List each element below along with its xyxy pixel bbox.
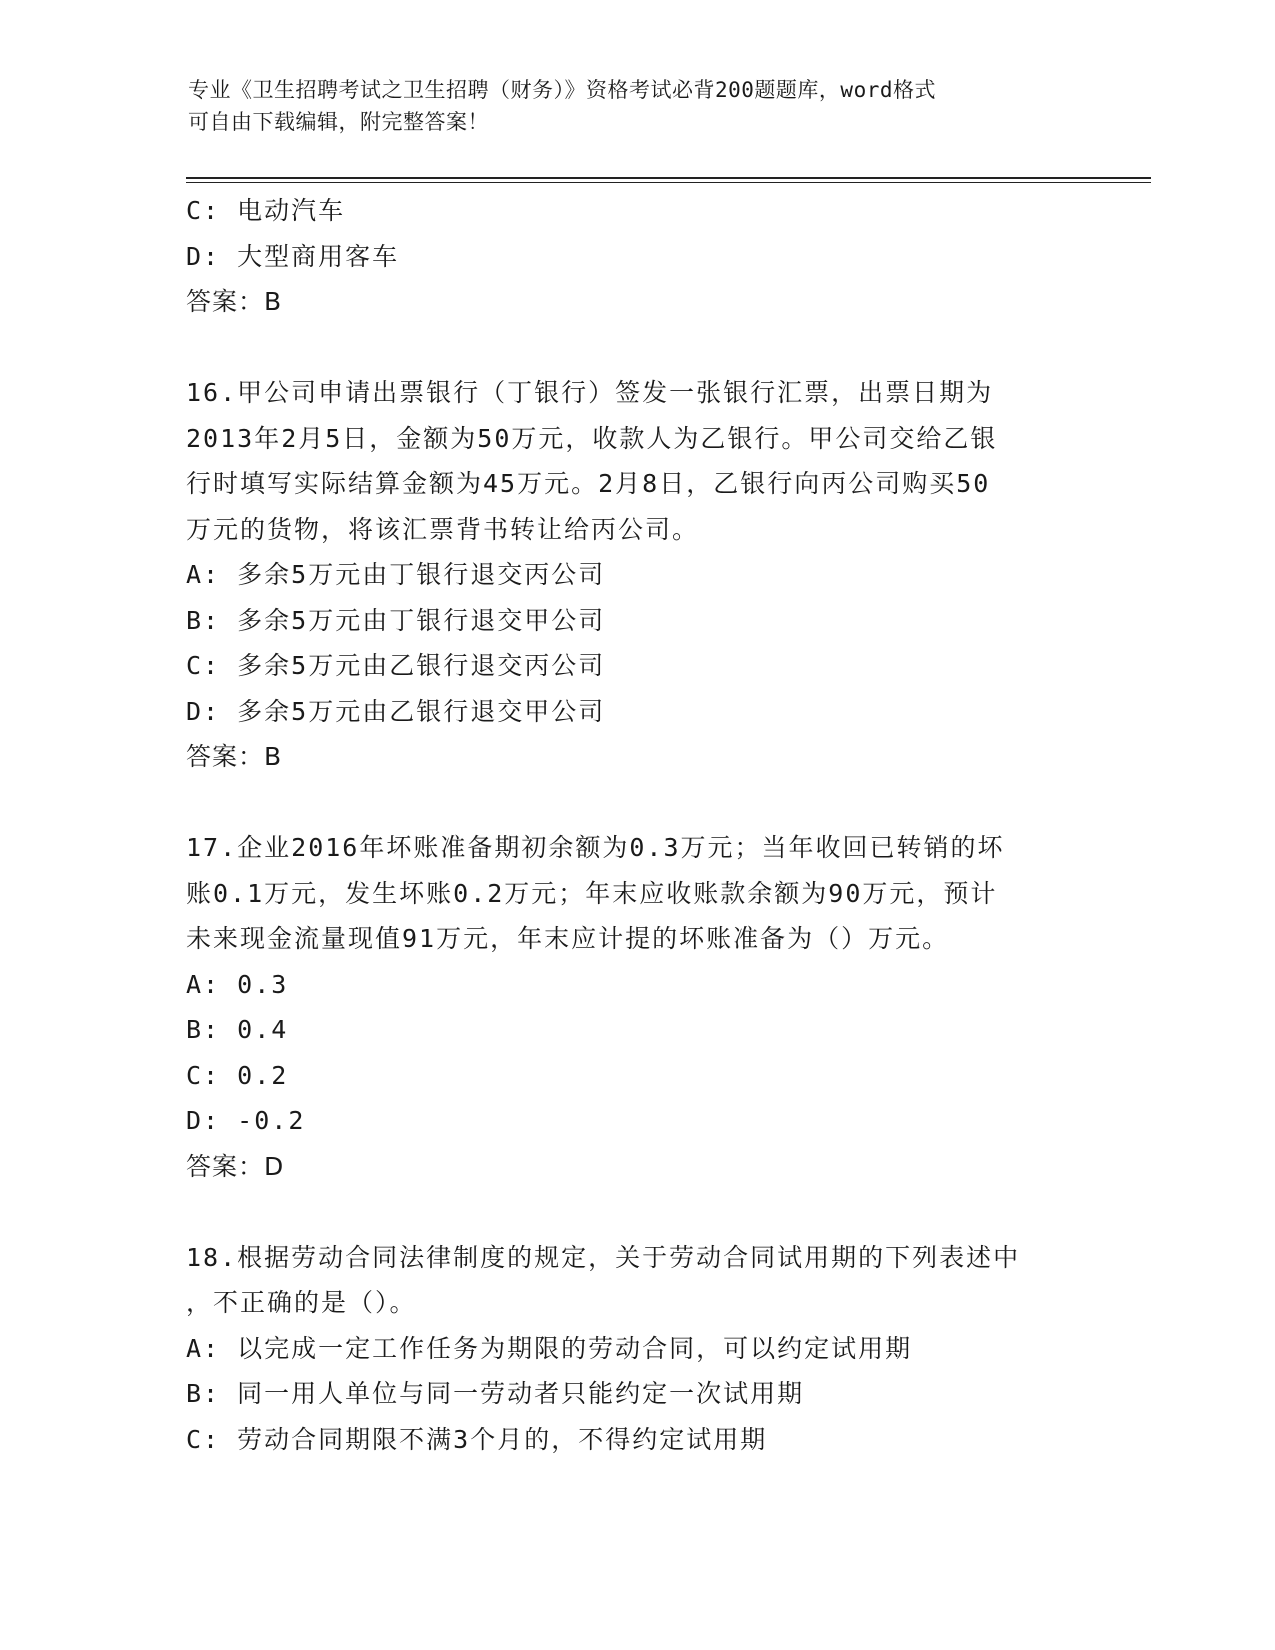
spacer bbox=[186, 1189, 1086, 1235]
spacer bbox=[186, 325, 1086, 371]
question-17 bbox=[186, 825, 1086, 1189]
option-c bbox=[186, 188, 1086, 234]
option-text: 同一用人单位与同一劳动者只能约定一次试用期 bbox=[237, 1379, 805, 1408]
option-text: 多余5万元由丁银行退交甲公司 bbox=[237, 605, 606, 635]
option-text: 多余5万元由乙银行退交丙公司 bbox=[237, 651, 606, 680]
option-text: 劳动合同期限不满3个月的，不得约定试用期 bbox=[237, 1424, 768, 1454]
question-15-tail bbox=[186, 188, 1086, 325]
answer-line: 答案：B bbox=[186, 287, 283, 316]
answer-line: 答案：D bbox=[186, 1151, 285, 1181]
option-label: A: bbox=[186, 1333, 221, 1363]
option-c bbox=[186, 643, 1086, 689]
option-label: B: bbox=[186, 605, 221, 635]
question-stem-line: 16.甲公司申请出票银行（丁银行）签发一张银行汇票，出票日期为 bbox=[186, 378, 994, 407]
option-a bbox=[186, 962, 1086, 1008]
page-header bbox=[188, 74, 1088, 138]
header-divider-thick bbox=[186, 177, 1151, 179]
option-c bbox=[186, 1417, 1086, 1463]
question-stem-line: ，不正确的是（）。 bbox=[186, 1288, 417, 1317]
option-label: C: bbox=[186, 196, 221, 225]
question-stem-line: 未来现金流量现值91万元，年末应计提的坏账准备为（）万元。 bbox=[186, 924, 950, 953]
option-label: C: bbox=[186, 651, 221, 680]
option-text: 0.2 bbox=[237, 1060, 289, 1090]
option-text: 大型商用客车 bbox=[237, 241, 400, 271]
answer-line: 答案：B bbox=[186, 742, 283, 771]
question-stem-line: 万元的货物，将该汇票背书转让给丙公司。 bbox=[186, 514, 700, 544]
option-text: 多余5万元由乙银行退交甲公司 bbox=[237, 696, 606, 726]
option-d bbox=[186, 689, 1086, 735]
question-stem-line: 18.根据劳动合同法律制度的规定，关于劳动合同试用期的下列表述中 bbox=[186, 1242, 1021, 1272]
question-16 bbox=[186, 370, 1086, 780]
option-label: A: bbox=[186, 560, 221, 589]
option-label: A: bbox=[186, 969, 221, 999]
question-stem-line: 账0.1万元，发生坏账0.2万元；年末应收账款余额为90万元，预计 bbox=[186, 878, 998, 908]
option-text: 电动汽车 bbox=[237, 196, 346, 225]
question-stem-line: 行时填写实际结算金额为45万元。2月8日，乙银行向丙公司购买50 bbox=[186, 469, 991, 498]
option-text: 以完成一定工作任务为期限的劳动合同，可以约定试用期 bbox=[237, 1333, 913, 1363]
header-title-line-2: 可自由下载编辑，附完整答案！ bbox=[188, 110, 489, 134]
question-stem-line: 17.企业2016年坏账准备期初余额为0.3万元；当年收回已转销的坏 bbox=[186, 833, 1005, 862]
option-label: C: bbox=[186, 1060, 221, 1090]
option-text: 多余5万元由丁银行退交丙公司 bbox=[237, 560, 606, 589]
option-a bbox=[186, 1326, 1086, 1372]
option-text: 0.4 bbox=[237, 1015, 289, 1044]
document-body bbox=[186, 188, 1086, 1462]
option-label: D: bbox=[186, 241, 221, 271]
option-label: B: bbox=[186, 1015, 221, 1044]
option-label: D: bbox=[186, 1106, 221, 1135]
option-c bbox=[186, 1053, 1086, 1099]
option-d bbox=[186, 1098, 1086, 1144]
question-18 bbox=[186, 1235, 1086, 1463]
question-stem-line: 2013年2月5日，金额为50万元，收款人为乙银行。甲公司交给乙银 bbox=[186, 423, 998, 453]
option-text: 0.3 bbox=[237, 969, 289, 999]
spacer bbox=[186, 780, 1086, 826]
option-label: D: bbox=[186, 696, 221, 726]
option-b bbox=[186, 598, 1086, 644]
option-label: C: bbox=[186, 1424, 221, 1454]
header-divider-thin bbox=[186, 182, 1151, 183]
option-label: B: bbox=[186, 1379, 221, 1408]
header-title-line-1: 专业《卫生招聘考试之卫生招聘（财务）》资格考试必背200题题库，word格式 bbox=[188, 78, 936, 102]
option-b bbox=[186, 1371, 1086, 1417]
option-a bbox=[186, 552, 1086, 598]
option-text: -0.2 bbox=[237, 1106, 306, 1135]
option-d bbox=[186, 234, 1086, 280]
option-b bbox=[186, 1007, 1086, 1053]
